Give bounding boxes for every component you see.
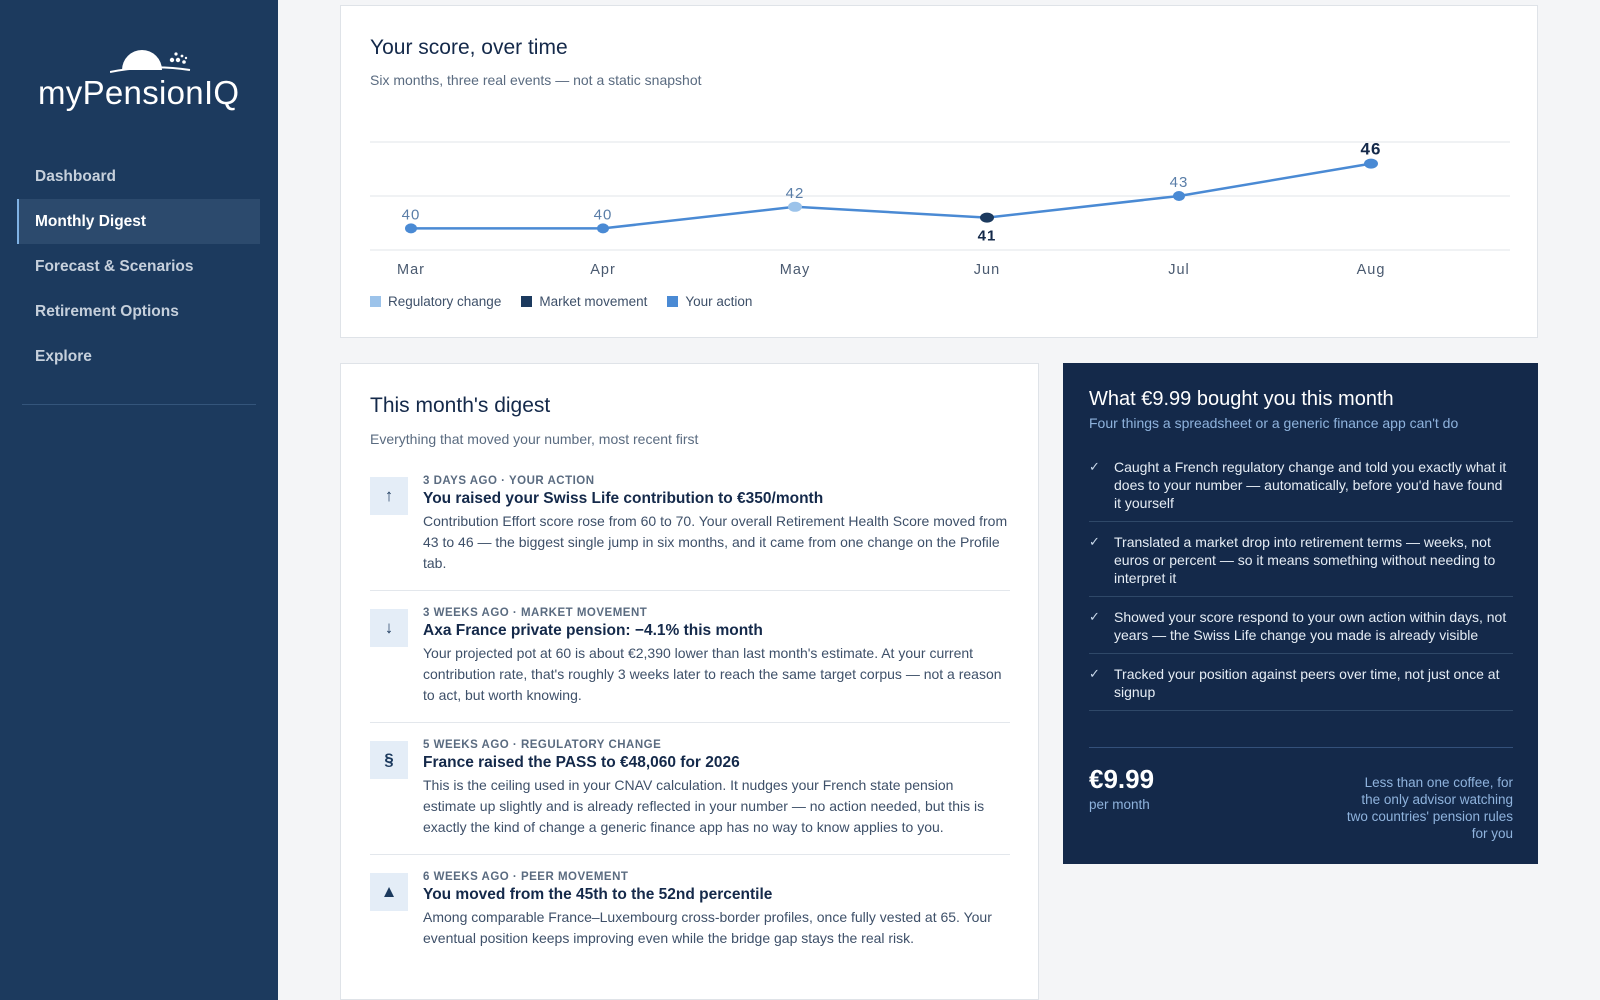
score-line-chart (341, 6, 1539, 286)
check-icon: ✓ (1089, 459, 1100, 474)
price-unit: per month (1089, 797, 1150, 812)
sidebar-divider (22, 404, 256, 405)
value-item-text: Translated a market drop into retirement terms — weeks, not euros or percent — so it means something without needing to interpret it (1114, 534, 1496, 586)
arrow-down-icon: ↓ (370, 609, 408, 647)
digest-subtitle: Everything that moved your number, most recent first (370, 431, 699, 447)
price-footer (1089, 747, 1513, 842)
data-point (405, 223, 417, 233)
legend-item-action (667, 294, 752, 309)
score-chart-card (340, 5, 1538, 338)
x-tick-label: Jul (1168, 262, 1190, 278)
digest-meta: 3 DAYS AGO · YOUR ACTION (423, 475, 595, 487)
sidebar-item-retirement-options[interactable]: Retirement Options (35, 303, 179, 320)
digest-item[interactable] (370, 868, 1010, 965)
data-label: 41 (977, 227, 997, 245)
digest-title: This month's digest (370, 394, 551, 417)
triangle-up-icon: ▲ (370, 873, 408, 911)
sidebar-item-monthly-digest[interactable]: Monthly Digest (17, 199, 260, 244)
digest-item[interactable] (370, 472, 1010, 591)
value-list-item (1089, 522, 1513, 597)
digest-text: Contribution Effort score rose from 60 to 70. Your overall Retirement Health Score moved from 43 to 46 — the biggest single jump in six months, and it came from one change on the Profile tab. (423, 513, 1008, 571)
sidebar-nav (17, 154, 260, 379)
sidebar-item-explore[interactable]: Explore (35, 348, 92, 365)
digest-card (340, 363, 1039, 1000)
legend-swatch-action (667, 296, 678, 307)
legend-label-market: Market movement (539, 294, 648, 309)
legend-label-regulatory: Regulatory change (388, 294, 502, 309)
data-point (788, 202, 802, 212)
sidebar-item-dashboard[interactable]: Dashboard (35, 168, 116, 185)
value-title: What €9.99 bought you this month (1089, 388, 1394, 410)
digest-list (370, 472, 1010, 978)
check-icon: ✓ (1089, 609, 1100, 624)
value-card (1063, 363, 1538, 864)
chart-title: Your score, over time (370, 36, 568, 59)
x-tick-label: Apr (590, 262, 616, 278)
legend-swatch-market (521, 296, 532, 307)
legend-label-action: Your action (685, 294, 753, 309)
sidebar-item-forecast-scenarios[interactable]: Forecast & Scenarios (35, 258, 194, 275)
logo-text: myPensionIQ (38, 74, 240, 111)
data-label: 42 (785, 184, 805, 202)
chart-legend (370, 294, 752, 309)
sunrise-logo-icon (110, 40, 200, 76)
value-list-item (1089, 654, 1513, 711)
value-item-text: Tracked your position against peers over time, not just once at signup (1114, 666, 1500, 700)
digest-headline: France raised the PASS to €48,060 for 2026 (423, 754, 740, 771)
value-list-item (1089, 597, 1513, 654)
digest-text: This is the ceiling used in your CNAV calculation. It nudges your French state pension estimate up slightly and is already reflected in your number — no action needed, but this is exactly the kind of change a generic finance app has no way to know applies to you. (423, 777, 985, 835)
section-icon: § (370, 741, 408, 779)
digest-item[interactable] (370, 736, 1010, 855)
data-label: 40 (593, 206, 613, 224)
value-item-text: Caught a French regulatory change and told you exactly what it does to your number — automatically, before you'd have found it yourself (1114, 459, 1507, 511)
data-label: 43 (1169, 174, 1189, 191)
chart-subtitle: Six months, three real events — not a static snapshot (370, 72, 702, 88)
value-list (1089, 447, 1513, 711)
legend-item-market (521, 294, 647, 309)
price-amount: €9.99 (1089, 764, 1155, 794)
sidebar (0, 0, 278, 1000)
digest-headline: You raised your Swiss Life contribution to €350/month (423, 490, 824, 507)
check-icon: ✓ (1089, 666, 1100, 681)
digest-headline: Axa France private pension: −4.1% this month (423, 622, 763, 639)
x-tick-label: Aug (1356, 262, 1386, 278)
x-tick-label: May (779, 262, 811, 278)
digest-item[interactable] (370, 604, 1010, 723)
value-list-item (1089, 447, 1513, 522)
price-note: Less than one coffee, for the only advisor watching two countries' pension rules for you (1346, 775, 1513, 841)
arrow-up-icon: ↑ (370, 477, 408, 515)
legend-item-regulatory (370, 294, 501, 309)
digest-headline: You moved from the 45th to the 52nd percentile (423, 886, 773, 903)
legend-swatch-regulatory (370, 296, 381, 307)
x-tick-label: Jun (973, 262, 1001, 278)
data-point (1364, 159, 1378, 169)
digest-meta: 6 WEEKS AGO · PEER MOVEMENT (423, 871, 629, 883)
data-label: 46 (1360, 139, 1382, 159)
digest-text: Among comparable France–Luxembourg cross-border profiles, once fully vested at 65. Your eventual position keeps improving even while the bridge gap stays the real risk. (423, 909, 992, 946)
data-label: 40 (401, 206, 421, 224)
data-point (980, 213, 994, 223)
digest-text: Your projected pot at 60 is about €2,390 lower than last month's estimate. At your current contribution rate, that's roughly 3 weeks later to reach the same target corpus — not a reason to act, but worth knowing. (423, 645, 1002, 703)
digest-meta: 3 WEEKS AGO · MARKET MOVEMENT (423, 607, 648, 619)
logo[interactable] (38, 40, 242, 115)
value-subtitle: Four things a spreadsheet or a generic finance app can't do (1089, 415, 1459, 431)
value-item-text: Showed your score respond to your own action within days, not years — the Swiss Life change you made is already visible (1114, 609, 1507, 643)
data-point (597, 223, 609, 233)
x-tick-label: Mar (397, 262, 425, 278)
digest-meta: 5 WEEKS AGO · REGULATORY CHANGE (423, 739, 662, 751)
check-icon: ✓ (1089, 534, 1100, 549)
data-point (1173, 191, 1185, 201)
